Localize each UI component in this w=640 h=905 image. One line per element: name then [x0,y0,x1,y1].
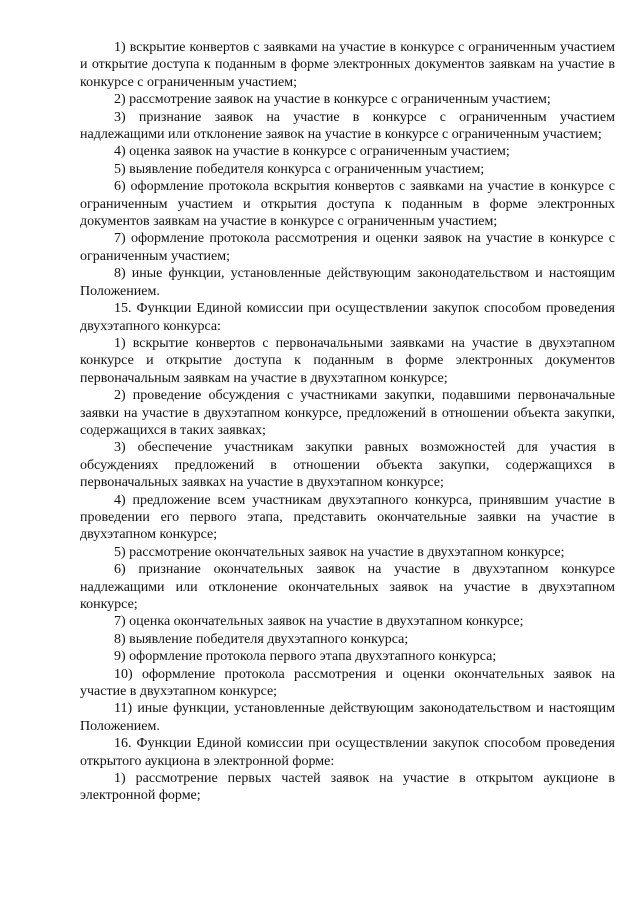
paragraph-item: 2) проведение обсуждения с участниками закупки, подавшими первоначальные заявки на участие в двухэтапном конкурсе, предложений в отношении объекта закупки, содержащихся в таких заявках; [80,388,615,438]
paragraph-item: 8) иные функции, установленные действующим законодательством и настоящим Положением. [80,266,615,299]
paragraph-item: 1) рассмотрение первых частей заявок на участие в открытом аукционе в электронной форме; [80,771,615,804]
paragraph-item: 4) предложение всем участникам двухэтапного конкурса, принявшим участие в проведении его первого этапа, представить окончательные заявки на участие в двухэтапном конкурсе; [80,492,615,543]
document-page [80,39,615,805]
paragraph-item: 4) оценка заявок на участие в конкурсе с ограниченным участием; [114,144,510,160]
paragraph-item: 3) обеспечение участникам закупки равных возможностей для участия в обсуждениях предложений в отношении объекта закупки, содержащихся в первоначальных заявках на участие в двухэтапном конкурсе; [80,440,615,491]
paragraph-item: 9) оформление протокола первого этапа двухэтапного конкурса; [114,649,497,665]
section-heading-16: 16. Функции Единой комиссии при осуществлении закупок способом проведения открытого аукциона в электронной форме: [80,736,615,769]
paragraph-item: 7) оформление протокола рассмотрения и оценки заявок на участие в конкурсе с ограниченным участием; [80,231,615,264]
paragraph-item: 3) признание заявок на участие в конкурсе с ограниченным участием надлежащими или отклонение заявок на участие в конкурсе с ограниченным участием; [80,109,615,143]
paragraph-item: 2) рассмотрение заявок на участие в конкурсе с ограниченным участием; [114,92,551,108]
section-heading-15: 15. Функции Единой комиссии при осуществлении закупок способом проведения двухэтапного конкурса: [80,301,615,334]
paragraph-item: 5) рассмотрение окончательных заявок на участие в двухэтапном конкурсе; [114,544,565,560]
paragraph-item: 6) признание окончательных заявок на участие в двухэтапном конкурсе надлежащими или отклонение окончательных заявок на участие в двухэтапном конкурсе; [80,562,615,612]
paragraph-item: 1) вскрытие конвертов с первоначальными заявками на участие в двухэтапном конкурсе и открытие доступа к поданным в форме электронных документов первоначальным заявкам на участие в двухэтапном конкурсе; [80,335,615,386]
paragraph-item: 7) оценка окончательных заявок на участие в двухэтапном конкурсе; [114,614,524,630]
paragraph-item: 1) вскрытие конвертов с заявками на участие в конкурсе с ограниченным участием и открытие доступа к поданным в форме электронных документов заявкам на участие в конкурсе с ограниченным участием; [80,40,615,90]
paragraph-item: 10) оформление протокола рассмотрения и оценки окончательных заявок на участие в двухэтапном конкурсе; [80,666,615,700]
paragraph-item: 5) выявление победителя конкурса с ограниченным участием; [114,161,485,177]
paragraph-item: 11) иные функции, установленные действующим законодательством и настоящим Положением. [80,701,615,734]
paragraph-item: 6) оформление протокола вскрытия конвертов с заявками на участие в конкурсе с ограниченным участием и открытия доступа к поданным в форме электронных документов заявкам на участие в конкурсе с ограниченным участием; [80,179,615,230]
paragraph-item: 8) выявление победителя двухэтапного конкурса; [114,631,409,647]
